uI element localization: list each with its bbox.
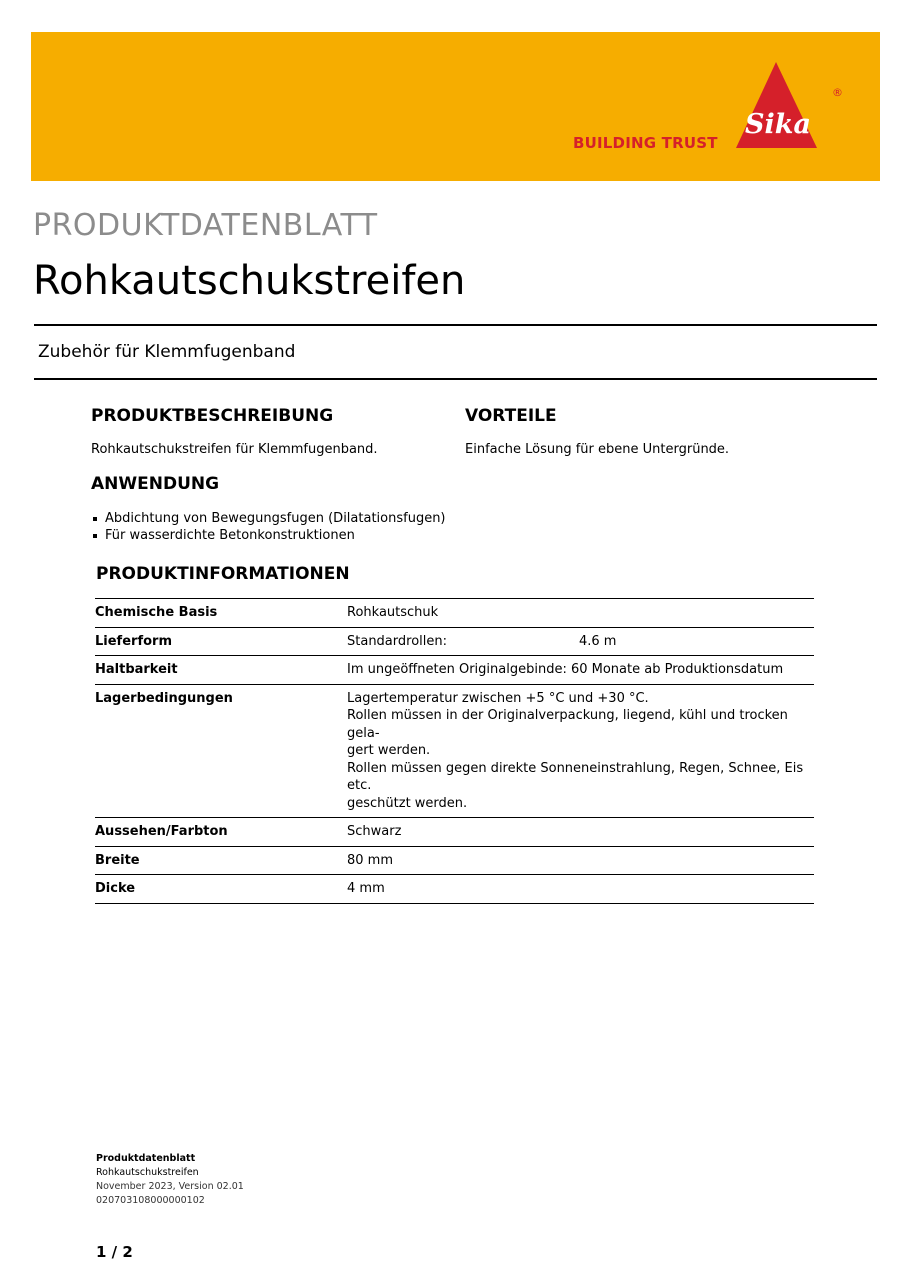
list-item: Abdichtung von Bewegungsfugen (Dilatationsfugen) (91, 510, 446, 527)
document-footer (96, 1152, 244, 1208)
product-name: Rohkautschukstreifen (33, 258, 466, 304)
table-row (95, 684, 814, 818)
footer-doc-type: Produktdatenblatt (96, 1153, 196, 1164)
row-value: Rohkautschuk (347, 599, 814, 628)
heading-produktbeschreibung: PRODUKTBESCHREIBUNG (91, 406, 334, 426)
lager-line: geschützt werden. (347, 795, 468, 811)
lager-line: gert werden. (347, 743, 431, 758)
row-label: Dicke (95, 875, 347, 904)
row-label: Breite (95, 846, 347, 875)
vorteile-text: Einfache Lösung für ebene Untergründe. (465, 442, 730, 457)
lager-line: Lagertemperatur zwischen +5 °C und +30 °C. (347, 690, 649, 706)
row-value: 80 mm (347, 846, 814, 875)
heading-produktinformationen: PRODUKTINFORMATIONEN (96, 564, 350, 584)
divider-top (34, 324, 877, 326)
header-banner (31, 32, 880, 181)
table-row (95, 656, 814, 685)
table-row (95, 818, 814, 847)
svg-text:Sika: Sika (745, 109, 811, 140)
row-value (347, 684, 814, 818)
list-item: Für wasserdichte Betonkonstruktionen (91, 527, 446, 544)
divider-bottom (34, 378, 877, 380)
brand-tagline: BUILDING TRUST (573, 134, 718, 152)
row-value: Im ungeöffneten Originalgebinde: 60 Monate ab Produktionsdatum (347, 656, 814, 685)
heading-vorteile: VORTEILE (465, 406, 557, 426)
table-row (95, 846, 814, 875)
table-row (95, 599, 814, 628)
row-value: 4 mm (347, 875, 814, 904)
lager-line: Rollen müssen gegen direkte Sonneneinstrahlung, Regen, Schnee, Eis etc. (347, 760, 804, 793)
anwendung-list (91, 510, 446, 544)
row-value: Schwarz (347, 818, 814, 847)
footer-version: November 2023, Version 02.01 (96, 1181, 244, 1192)
lieferform-key: Standardrollen: (347, 633, 447, 649)
heading-anwendung: ANWENDUNG (91, 474, 220, 494)
document-type: PRODUKTDATENBLATT (33, 208, 378, 243)
row-label: Lieferform (95, 627, 347, 656)
footer-doc-number: 020703108000000102 (96, 1195, 205, 1206)
svg-text:®: ® (832, 86, 843, 99)
produktinformationen-table (95, 598, 814, 904)
row-label: Lagerbedingungen (95, 684, 347, 818)
table-row (95, 627, 814, 656)
produktbeschreibung-text: Rohkautschukstreifen für Klemmfugenband. (91, 442, 378, 457)
row-label: Chemische Basis (95, 599, 347, 628)
sika-logo (735, 60, 845, 152)
table-row (95, 875, 814, 904)
lager-line: Rollen müssen in der Originalverpackung, liegend, kühl und trocken gela- (347, 708, 788, 741)
footer-product: Rohkautschukstreifen (96, 1167, 199, 1178)
page-number: 1 / 2 (96, 1243, 133, 1261)
row-value (347, 627, 814, 656)
row-label: Aussehen/Farbton (95, 818, 347, 847)
product-subtitle: Zubehör für Klemmfugenband (38, 342, 296, 362)
lieferform-value: 4.6 m (579, 633, 617, 649)
row-label: Haltbarkeit (95, 656, 347, 685)
